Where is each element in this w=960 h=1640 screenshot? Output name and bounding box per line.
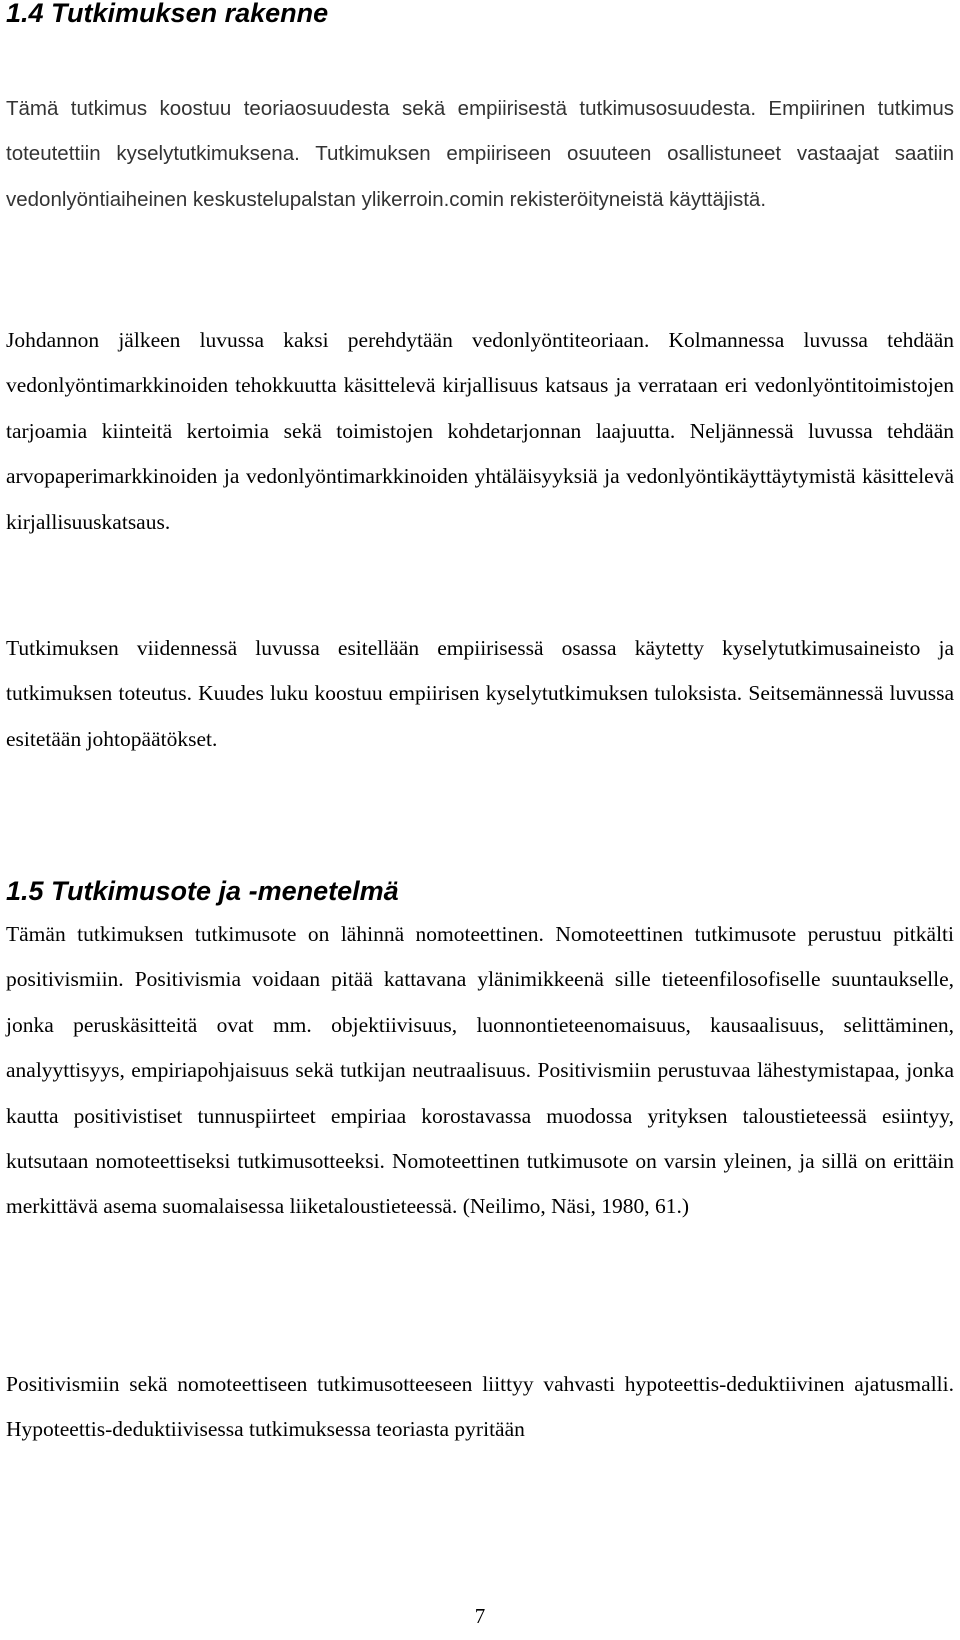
section-heading-1-5: 1.5 Tutkimusote ja -menetelmä xyxy=(6,876,399,906)
paragraph-chapter-overview: Johdannon jälkeen luvussa kaksi perehdytään vedonlyöntiteoriaan. Kolmannessa luvussa tehdään vedonlyöntimarkkinoiden tehokkuutta käsittelevä kirjallisuus katsaus ja verrataan eri vedonlyöntitoimistojen tarjoamia kiinteitä kertoimia sekä toimistojen kohdetarjonnan laajuutta. Neljännessä luvussa tehdään arvopaperimarkkinoiden ja vedonlyöntimarkkinoiden yhtäläisyyksiä ja vedonlyöntikäyttäytymistä käsittelevä kirjallisuuskatsaus. xyxy=(6,328,954,534)
section-heading-1-4: 1.4 Tutkimuksen rakenne xyxy=(6,0,329,28)
page-number: 7 xyxy=(474,1604,486,1628)
paragraph-hypothetico-deductive: Positivismiin sekä nomoteettiseen tutkimusotteeseen liittyy vahvasti hypoteettis-deduktiivinen ajatusmalli. Hypoteettis-deduktiivisessa tutkimuksessa teoriasta pyritään xyxy=(6,1372,954,1442)
paragraph-nomothetic-approach: Tämän tutkimuksen tutkimusote on lähinnä nomoteettinen. Nomoteettinen tutkimusote perustuu pitkälti positivismiin. Positivismia voidaan pitää kattavana ylänimikkeenä sille tieteenfilosofiselle suuntaukselle, jonka peruskäsitteitä ovat mm. objektiivisuus, luonnontieteenomaisuus, kausaalisuus, selittäminen, analyyttisyys, empiriapohjaisuus sekä tutkijan neutraalisuus. Positivismiin perustuvaa lähestymistapaa, jonka kautta positivistiset tunnuspiirteet empiriaa korostavassa muodossa yrityksen taloustieteessä esiintyy, kutsutaan nomoteettiseksi tutkimusotteeksi. Nomoteettinen tutkimusote on varsin yleinen, ja sillä on erittäin merkittävä asema suomalaisessa liiketaloustieteessä. (Neilimo, Näsi, 1980, 61.) xyxy=(6,922,954,1219)
paragraph-empirical-chapters: Tutkimuksen viidennessä luvussa esitellään empiirisessä osassa käytetty kyselytutkimusaineisto ja tutkimuksen toteutus. Kuudes luku koostuu empiirisen kyselytutkimuksen tuloksista. Seitsemännessä luvussa esitetään johtopäätökset. xyxy=(6,636,954,751)
paragraph-structure-intro: Tämä tutkimus koostuu teoriaosuudesta sekä empiirisestä tutkimusosuudesta. Empiirinen tutkimus toteutettiin kyselytutkimuksena. Tutkimuksen empiiriseen osuuteen osallistuneet vastaajat saatiin vedonlyöntiaiheinen keskustelupalstan ylikerroin.comin rekisteröityneistä käyttäjistä. xyxy=(6,97,954,211)
